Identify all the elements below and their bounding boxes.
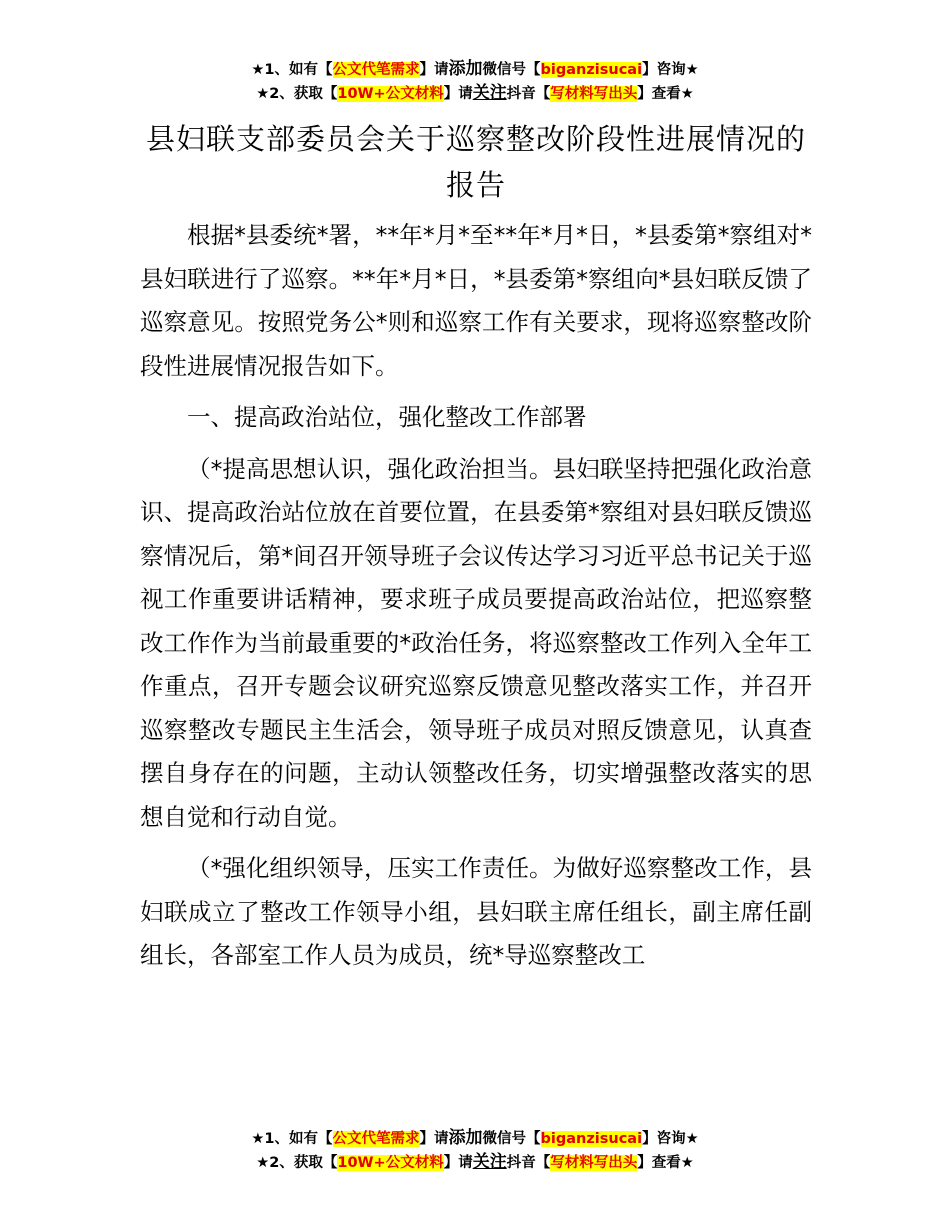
header-ad-line-2-suffix: 】查看★ bbox=[637, 86, 694, 102]
section-heading-1: 一、提高政治站位，强化整改工作部署 bbox=[187, 403, 587, 431]
header-ad-line-2-prefix: ★2、获取【 bbox=[256, 86, 338, 102]
header-ad-douyin-account-highlight: 写材料写出头 bbox=[550, 86, 638, 102]
footer-ad-materials-highlight: 10W+公文材料 bbox=[337, 1155, 444, 1171]
header-ad-line-2-mid2: 抖音【 bbox=[506, 86, 551, 102]
document-title: 县妇联支部委员会关于巡察整改阶段性进展情况的报告 bbox=[145, 122, 806, 202]
footer-ad-add-emphasis: 添加 bbox=[448, 1128, 483, 1148]
footer-ad-line-1 bbox=[0, 1127, 950, 1151]
footer-ad-writing-service-highlight: 公文代笔需求 bbox=[332, 1131, 420, 1147]
header-ad-writing-service-highlight: 公文代笔需求 bbox=[332, 62, 420, 78]
footer-ad-line-2-mid: 】请 bbox=[443, 1155, 473, 1171]
footer-ad-banner bbox=[0, 1127, 950, 1175]
header-ad-line-1-prefix: ★1、如有【 bbox=[251, 62, 333, 78]
footer-ad-line-2-prefix: ★2、获取【 bbox=[256, 1155, 338, 1171]
body-paragraph-strengthen-leadership: （*强化组织领导，压实工作责任。为做好巡察整改工作，县妇联成立了整改工作领导小组，县妇联主席任组长，副主席任副组长，各部室工作人员为成员，统*导巡察整改工 bbox=[140, 854, 812, 969]
header-ad-line-1-mid2: 微信号【 bbox=[482, 62, 541, 78]
footer-ad-line-2-suffix: 】查看★ bbox=[637, 1155, 694, 1171]
header-ad-line-1 bbox=[0, 58, 950, 82]
footer-ad-wechat-id-highlight: biganzisucai bbox=[540, 1131, 643, 1147]
header-ad-banner bbox=[0, 58, 950, 106]
header-ad-line-1-mid: 】请 bbox=[419, 62, 449, 78]
body-paragraph-raise-awareness: （*提高思想认识，强化政治担当。县妇联坚持把强化政治意识、提高政治站位放在首要位置，在县委第*察组对县妇联反馈巡察情况后，第*间召开领导班子会议传达学习习近平总书记关于巡视工作重要讲话精神，要求班子成员要提高政治站位，把巡察整改工作作为当前最重要的*政治任务，将巡察整改工作列入全年工作重点，召开专题会议研究巡察反馈意见整改落实工作，并召开巡察整改专题民主生活会，领导班子成员对照反馈意见，认真查摆自身存在的问题，主动认领整改任务，切实增强整改落实的思想自觉和行动自觉。 bbox=[140, 454, 812, 831]
footer-ad-line-1-mid: 】请 bbox=[419, 1131, 449, 1147]
footer-ad-follow-emphasis: 关注 bbox=[472, 1152, 507, 1172]
footer-ad-line-2 bbox=[0, 1151, 950, 1175]
header-ad-line-2 bbox=[0, 82, 950, 106]
footer-ad-douyin-account-highlight: 写材料写出头 bbox=[550, 1155, 638, 1171]
header-ad-add-emphasis: 添加 bbox=[448, 59, 483, 79]
header-ad-line-1-suffix: 】咨询★ bbox=[642, 62, 699, 78]
header-ad-line-2-mid: 】请 bbox=[443, 86, 473, 102]
header-ad-follow-emphasis: 关注 bbox=[472, 83, 507, 103]
header-ad-materials-highlight: 10W+公文材料 bbox=[337, 86, 444, 102]
footer-ad-line-1-suffix: 】咨询★ bbox=[642, 1131, 699, 1147]
document-body bbox=[140, 214, 812, 986]
footer-ad-line-1-prefix: ★1、如有【 bbox=[251, 1131, 333, 1147]
header-ad-wechat-id-highlight: biganzisucai bbox=[540, 62, 643, 78]
footer-ad-line-1-mid2: 微信号【 bbox=[482, 1131, 541, 1147]
footer-ad-line-2-mid2: 抖音【 bbox=[506, 1155, 551, 1171]
body-paragraph-intro: 根据*县委统*署，**年*月*至**年*月*日，*县委第*察组对*县妇联进行了巡察。**年*月*日，*县委第*察组向*县妇联反馈了巡察意见。按照党务公*则和巡察工作有关要求，现将巡察整改阶段性进展情况报告如下。 bbox=[140, 221, 812, 380]
